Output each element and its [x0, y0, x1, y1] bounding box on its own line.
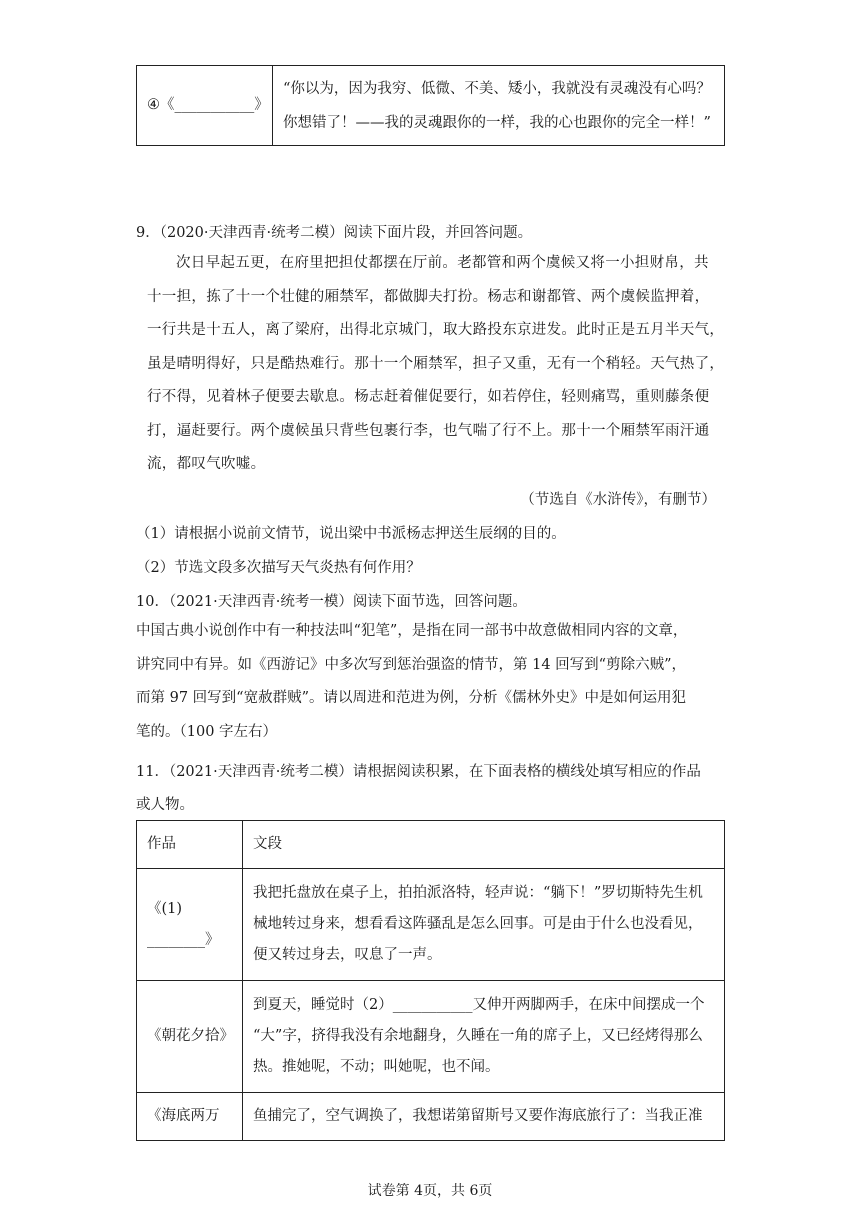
top-table: [136, 65, 725, 146]
top-table-label: ④《___________》: [137, 66, 273, 146]
q9-passage-line: 次日早起五更，在府里把担仗都摆在厅前。老都管和两个虞候又将一小担财帛，共: [176, 255, 709, 271]
q11-row1-text: 我把托盘放在桌子上，拍拍派洛特，轻声说：“躺下！”罗切斯特先生机 械地转过身来，想看看这阵骚乱是怎么回事。可是由于什么也没看见， 便又转过身去，叹息了一声。: [243, 869, 725, 981]
q10-body: [136, 615, 736, 749]
q9-passage-line: 流，都叹气吹嘘。: [147, 456, 266, 472]
q9-source: （节选自《水浒传》，有删节）: [520, 492, 716, 508]
q11-col-text-header: 文段: [243, 821, 725, 869]
q11-row1-work: 《(1) ________》: [137, 869, 243, 981]
q11-row2-text: 到夏天，睡觉时（2）___________又伸开两脚两手，在床中间摆成一个 “大”字，挤得我没有余地翻身，久睡在一角的席子上，又已经烤得那么 热。推她呢，不动；叫她呢，也不闻。: [243, 981, 725, 1093]
table-row: [137, 981, 725, 1093]
top-table-quote-line1: “你以为，因为我穷、低微、不美、矮小，我就没有灵魂没有心吗？: [283, 80, 711, 97]
q9-sub2: （2）节选文段多次描写天气炎热有何作用？: [136, 560, 421, 576]
q10-line: 笔的。（100 字左右）: [136, 723, 278, 740]
q11-header-line2: 或人物。: [136, 797, 194, 813]
q10-line: 中国古典小说创作中有一种技法叫“犯笔”，是指在同一部书中故意做相同内容的文章，: [136, 623, 688, 639]
q9-passage: [136, 247, 736, 482]
q9-passage-line: 十一担，拣了十一个壮健的厢禁军，都做脚夫打扮。杨志和谢都管、两个虞候监押着，: [147, 288, 710, 305]
q11-header-line1: 11．（2021·天津西青·统考二模）请根据阅读积累，在下面表格的横线处填写相应的作品: [136, 764, 701, 780]
table-row: [137, 821, 725, 869]
q11-row3-work: 《海底两万: [137, 1093, 243, 1141]
top-table-quote: [273, 66, 725, 146]
q11-row2-work: 《朝花夕拾》: [137, 981, 243, 1093]
q9-sub1: （1）请根据小说前文情节，说出梁中书派杨志押送生辰纲的目的。: [136, 526, 566, 542]
q10-header: 10．（2021·天津西青·统考一模）阅读下面节选，回答问题。: [136, 594, 527, 610]
q9-passage-line: 虽是晴明得好，只是酷热难行。那十一个厢禁军，担子又重，无有一个稍轻。天气热了，: [147, 355, 725, 372]
table-row: [137, 1093, 725, 1141]
q9-passage-line: 一行共是十五人，离了梁府，出得北京城门，取大路投东京进发。此时正是五月半天气，: [147, 322, 725, 338]
q11-col-work-header: 作品: [137, 821, 243, 869]
q11-row3-text: 鱼捕完了，空气调换了，我想诺第留斯号又要作海底旅行了：当我正准: [243, 1093, 725, 1141]
q10-line: 而第 97 回写到“宽赦群贼”。请以周进和范进为例，分析《儒林外史》中是如何运用犯: [136, 690, 686, 706]
q11-table: [136, 820, 725, 1141]
q10-line: 讲究同中有异。如《西游记》中多次写到惩治强盗的情节，第 14 回写到“剪除六贼”，: [136, 656, 686, 673]
top-table-quote-line2: 你想错了！——我的灵魂跟你的一样，我的心也跟你的完全一样！”: [283, 114, 711, 131]
page-footer: 试卷第 4页，共 6页: [367, 1183, 493, 1199]
q9-passage-line: 行不得，见着林子便要去歇息。杨志赶着催促要行，如若停住，轻则痛骂，重则藤条便: [147, 389, 710, 405]
q9-passage-line: 打，逼赶要行。两个虞候虽只背些包裹行李，也气喘了行不上。那十一个厢禁军雨汗通: [147, 422, 710, 439]
table-row: [137, 869, 725, 981]
q9-header: 9．（2020·天津西青·统考二模）阅读下面片段，并回答问题。: [136, 225, 533, 241]
